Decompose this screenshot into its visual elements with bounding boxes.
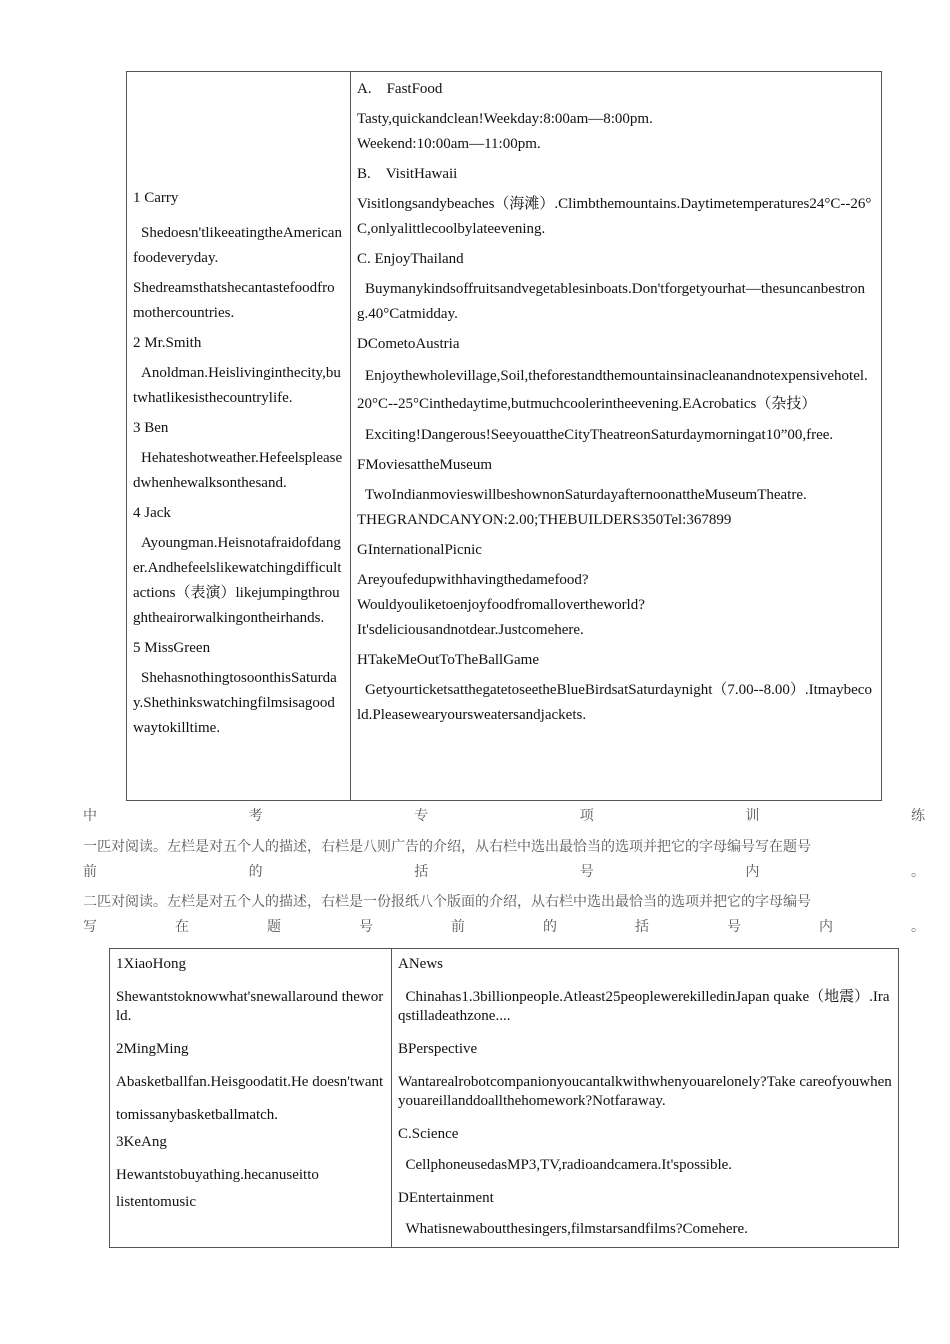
matching-table-newspaper bbox=[109, 948, 899, 1248]
ad-desc: Buymanykindsoffruitsandvegetablesinboats.Don'tforgetyourhat—thesuncanbestrong.40°Catmidday. bbox=[357, 281, 865, 322]
heading-char: 专 bbox=[414, 808, 429, 824]
cell-text: Wantarealrobotcompanionyoucantalkwithwhenyouarelonely?Take careofyouwhenyouareillanddoallthehomework?Notfaraway. bbox=[398, 1074, 892, 1109]
instruction-char: 括 bbox=[414, 864, 429, 880]
cell-text: ANews bbox=[398, 956, 443, 972]
cell-text: listentomusic bbox=[116, 1194, 196, 1210]
ad-title: B. VisitHawaii bbox=[357, 166, 458, 182]
instruction-char: 在 bbox=[175, 919, 189, 935]
instruction-char: 写 bbox=[83, 919, 97, 935]
cell-text: Shewantstoknowwhat'snewallaround theworld. bbox=[116, 989, 384, 1024]
instruction-char: 。 bbox=[910, 864, 925, 880]
section-heading bbox=[83, 807, 925, 825]
instruction-char: 前 bbox=[83, 864, 97, 880]
ad-title: A. FastFood bbox=[357, 81, 443, 97]
person-desc: ShehasnothingtosoonthisSaturday.Shethinkswatchingfilmsisagoodwaytokilltime. bbox=[133, 670, 337, 736]
heading-char: 项 bbox=[579, 808, 594, 824]
person-desc: Anoldman.Heislivinginthecity,butwhatlikesisthecountrylife. bbox=[133, 365, 341, 406]
person-desc: Shedreamsthatshecantastefoodfromothercountries. bbox=[133, 280, 335, 321]
ad-desc: Visitlongsandybeaches（海滩）.Climbthemountains.Daytimetemperatures24°C--26°C,onlyalittlecoolbylateevening. bbox=[357, 196, 872, 237]
people-column bbox=[127, 72, 351, 800]
cell-text: 2MingMing bbox=[116, 1041, 189, 1057]
person-3 bbox=[133, 416, 344, 496]
cell-text: C.Science bbox=[398, 1126, 459, 1142]
instruction-char: 题 bbox=[267, 919, 281, 935]
ad-d bbox=[357, 332, 875, 448]
sections-column bbox=[392, 949, 898, 1247]
ad-g bbox=[357, 538, 875, 643]
instruction-char: 括 bbox=[635, 919, 649, 935]
ad-a bbox=[357, 77, 875, 157]
ad-b bbox=[357, 162, 875, 242]
person-name: 3 Ben bbox=[133, 420, 169, 436]
ad-title: C. EnjoyThailand bbox=[357, 251, 464, 267]
instruction-2-line2 bbox=[83, 918, 925, 936]
person-desc: Shedoesn'tlikeeatingtheAmericanfoodeveryday. bbox=[133, 225, 342, 266]
instruction-1-line1: 一匹对阅读。左栏是对五个人的描述，右栏是八则广告的介绍，从右栏中选出最恰当的选项并把它的字母编号写在题号 bbox=[83, 839, 811, 855]
ad-h bbox=[357, 648, 875, 728]
person-4 bbox=[133, 501, 344, 631]
cell-text: CellphoneusedasMP3,TV,radioandcamera.It'spossible. bbox=[398, 1157, 733, 1173]
person-desc: Ayoungman.Heisnotafraidofdanger.Andhefeelslikewatchingdifficultactions（表演）likejumpingthroughtheairorwalkingontheirhands. bbox=[133, 535, 342, 626]
ad-title: DCometoAustria bbox=[357, 336, 460, 352]
instruction-char: 号 bbox=[727, 919, 741, 935]
instruction-char: 号 bbox=[579, 864, 594, 880]
people-column bbox=[110, 949, 392, 1247]
heading-char: 中 bbox=[83, 808, 97, 824]
person-desc: Hehateshotweather.Hefeelspleasedwhenhewalksonthesand. bbox=[133, 450, 343, 491]
cell-text: BPerspective bbox=[398, 1041, 478, 1057]
person-name: 5 MissGreen bbox=[133, 640, 211, 656]
cell-text: Abasketballfan.Heisgoodatit.He doesn'twant bbox=[116, 1074, 384, 1090]
ad-title: HTakeMeOutToTheBallGame bbox=[357, 652, 540, 668]
person-1 bbox=[133, 186, 344, 326]
person-name: 2 Mr.Smith bbox=[133, 335, 202, 351]
heading-char: 训 bbox=[745, 808, 760, 824]
person-5 bbox=[133, 636, 344, 741]
person-name: 4 Jack bbox=[133, 505, 171, 521]
ads-column bbox=[351, 72, 881, 800]
ad-desc: GetyourticketsatthegatetoseetheBlueBirdsatSaturdaynight（7.00--8.00）.Itmaybecold.Pleasewearyoursweatersandjackets. bbox=[357, 682, 872, 723]
ad-f bbox=[357, 453, 875, 533]
ad-desc: Areyoufedupwithhavingthedamefood? Wouldyouliketoenjoyfoodfromallovertheworld? It'sdeliciousandnotdear.Justcomehere. bbox=[357, 572, 645, 638]
cell-text: DEntertainment bbox=[398, 1190, 494, 1206]
ad-desc: Tasty,quickandclean!Weekday:8:00am—8:00pm. Weekend:10:00am—11:00pm. bbox=[357, 111, 653, 152]
ad-desc: Enjoythewholevillage,Soil,theforestandthemountainsinacleanandnotexpensivehotel.20°C--25°Cinthedaytime,butmuchcoolerintheevening.EAcrobatics（杂技） bbox=[357, 368, 868, 412]
person-2 bbox=[133, 331, 344, 411]
matching-table-ads bbox=[126, 71, 882, 801]
ad-desc: TwoIndianmovieswillbeshownonSaturdayafternoonattheMuseumTheatre. THEGRANDCANYON:2.00;THEBUILDERS350Tel:367899 bbox=[357, 487, 807, 528]
instruction-char: 的 bbox=[248, 864, 263, 880]
instruction-char: 号 bbox=[359, 919, 373, 935]
instruction-char: 。 bbox=[911, 919, 925, 935]
instruction-2-line1: 二匹对阅读。左栏是对五个人的描述，右栏是一份报纸八个版面的介绍，从右栏中选出最恰当的选项并把它的字母编号 bbox=[83, 894, 811, 910]
heading-char: 考 bbox=[248, 808, 263, 824]
instruction-char: 内 bbox=[745, 864, 760, 880]
instruction-char: 前 bbox=[451, 919, 465, 935]
cell-text: Whatisnewaboutthesingers,filmstarsandfilms?Comehere. bbox=[398, 1221, 748, 1237]
ad-title: FMoviesattheMuseum bbox=[357, 457, 492, 473]
heading-char: 练 bbox=[910, 808, 925, 824]
cell-text: 1XiaoHong bbox=[116, 956, 186, 972]
cell-text: 3KeAng bbox=[116, 1134, 167, 1150]
cell-text: Chinahas1.3billionpeople.Atleast25peoplewerekilledinJapan quake（地震）.Iraqstilladeathzone.... bbox=[398, 989, 890, 1024]
ad-c bbox=[357, 247, 875, 327]
instruction-1-line2 bbox=[83, 863, 925, 881]
person-name: 1 Carry bbox=[133, 190, 179, 206]
instruction-char: 的 bbox=[543, 919, 557, 935]
ad-desc: Exciting!Dangerous!SeeyouattheCityTheatreonSaturdaymorningat10”00,free. bbox=[365, 427, 834, 443]
cell-text: tomissanybasketballmatch. bbox=[116, 1107, 279, 1123]
instruction-char: 内 bbox=[819, 919, 833, 935]
ad-title: GInternationalPicnic bbox=[357, 542, 482, 558]
cell-text: Hewantstobuyathing.hecanuseitto bbox=[116, 1167, 319, 1183]
